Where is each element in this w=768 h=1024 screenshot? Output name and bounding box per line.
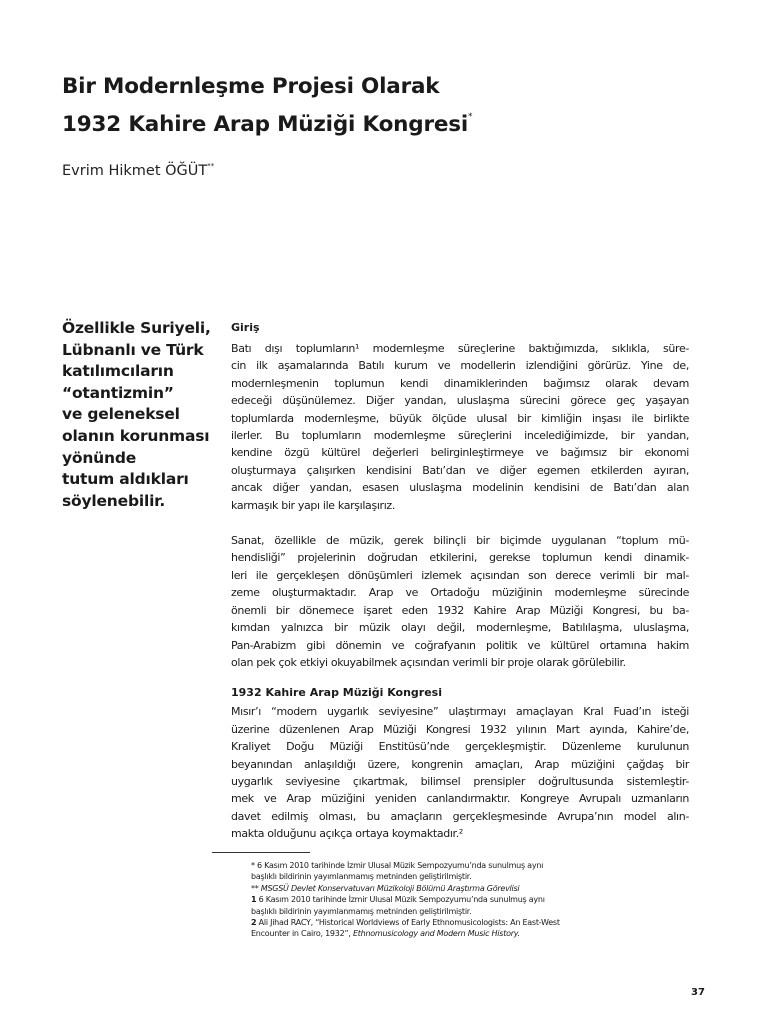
text-line: kendine özgü kültürel değerleri belirginleştirmeye ve bağımsız bir ekonomi — [231, 446, 689, 460]
pull-quote-line: tutum aldıkları — [62, 470, 189, 489]
text-line: üzerine düzenlenen Arap Müziği Kongresi 1932 yılının Mart ayında, Kahire’de, — [231, 722, 689, 736]
text-line: makta olduğunu açıkça ortaya koymaktadır.² — [231, 827, 463, 841]
text-line: modernleşmenin toplumun kendi dinamiklerinden bağımsız olarak devam — [231, 376, 689, 390]
body-column — [231, 320, 689, 843]
paragraph-intro-1 — [231, 340, 689, 514]
text-line: ilerler. Bu toplumların modernleşme süreçlerini incelediğimizde, bir yandan, — [231, 429, 689, 443]
text-line: uygarlık seviyesine çıkartmak, bilimsel prensipler doğrultusunda sistemleştir- — [231, 774, 689, 788]
footnotes — [251, 860, 649, 940]
text-line: davet edilmiş olması, bu amaçların gerçekleşmesinde Avrupa’nın model alın- — [231, 809, 689, 823]
text-line: mek ve Arap müziğini yeniden canlandırmaktır. Kongreye Avrupalı uzmanların — [231, 792, 689, 806]
text-line: kımdan yalnızca bir müzik olayı değil, modernleşme, Batılılaşma, uluslaşma, — [231, 621, 689, 635]
footnote-1-line-2: başlıklı bildirinin yayımlanmamış metninden geliştirilmiştir. — [251, 906, 472, 916]
pull-quote-line: Özellikle Suriyeli, — [62, 319, 211, 337]
title-line-2-text: 1932 Kahire Arap Müziği Kongresi — [62, 112, 468, 137]
pull-quote — [62, 318, 222, 512]
text-line: edeceği düşünülemez. Diğer yandan, uluslaşma sürecini görece geç yaşayan — [231, 394, 689, 408]
footnote-star-line-2: başlıklı bildirinin yayımlanmamış metninden geliştirilmiştir. — [251, 872, 472, 882]
footnote-2-line-1 — [251, 917, 649, 928]
footnote-2-line-2 — [251, 928, 649, 939]
footnote-2-text: Ali Jihad RACY, “Historical Worldviews of Early Ethnomusicologists: An East-West — [258, 918, 560, 928]
text-line: Batı dışı toplumların¹ modernleşme süreçlerine baktığımızda, sıklıkla, süre- — [231, 342, 689, 355]
text-line: cin ilk aşamalarında Batılı kurum ve modellerin izlendiğini görürüz. Yine de, — [231, 359, 689, 373]
text-line: Sanat, özellikle de müzik, gerek bilinçli bir biçimde uygulanan “toplum mü- — [231, 534, 689, 548]
footnote-2-number: 2 — [251, 918, 257, 928]
footnote-star-line-1: * 6 Kasım 2010 tarihinde İzmir Ulusal Müzik Sempozyumu’nda sunulmuş aynı — [251, 861, 544, 870]
article-title — [62, 72, 702, 140]
title-footnote-marker: * — [468, 112, 473, 122]
author-name — [62, 162, 214, 179]
text-line: leri ile gerçekleşen dönüşümleri izlemek açısından son derece verimli bir mal- — [231, 568, 689, 582]
title-line-1: Bir Modernleşme Projesi Olarak — [62, 74, 440, 99]
text-line: Mısır’ı “modern uygarlık seviyesine” ulaştırmayı amaçlayan Kral Fuad’ın isteği — [231, 705, 689, 719]
page-number: 37 — [691, 987, 705, 998]
text-line: oluşturmaya çalışırken kendisini Batı’dan ve diğer egemen etkilerden ayıran, — [231, 463, 689, 477]
section-heading-kongre: 1932 Kahire Arap Müziği Kongresi — [231, 686, 442, 700]
text-line: önemli bir dönemece işaret eden 1932 Kahire Arap Müziği Kongresi, bu ba- — [231, 603, 689, 617]
footnote-2-citation: Encounter in Cairo, 1932”, — [251, 929, 353, 939]
text-line: beyanından anlaşıldığı üzere, kongrenin amaçları, Arap müziğini çağdaş bir — [231, 757, 689, 771]
title-line-2 — [62, 102, 702, 140]
paragraph-intro-2 — [231, 532, 689, 671]
footnote-1-number: 1 — [251, 895, 257, 905]
pull-quote-line: söylenebilir. — [62, 491, 166, 510]
text-line: karmaşık bir yapı ile karşılaşırız. — [231, 498, 395, 512]
paragraph-kongre-1 — [231, 703, 689, 842]
footnote-2-book-title: Ethnomusicology and Modern Music History. — [352, 929, 520, 939]
footnote-divider — [212, 852, 310, 853]
text-line: zeme oluşturmaktadır. Arap ve Ortadoğu müziğinin modernleşme sürecinde — [231, 586, 689, 600]
author-footnote-marker: ** — [207, 162, 215, 170]
pull-quote-line: Lübnanlı ve Türk — [62, 340, 204, 359]
text-line: olan pek çok etkiyi okuyabilmek açısından verimli bir proje olarak görülebilir. — [231, 655, 626, 669]
text-line: hendisliği” projelerinin doğrudan etkilerini, gerekse toplumun kendi dinamik- — [231, 551, 689, 565]
pull-quote-line: katılımcıların — [62, 362, 174, 381]
footnote-double-star: ** MSGSÜ Devlet Konservatuvarı Müzikoloji Bölümü Araştırma Görevlisi — [251, 883, 520, 893]
pull-quote-line: olanın korunması — [62, 426, 210, 445]
author-name-text: Evrim Hikmet ÖĞÜT — [62, 163, 208, 179]
text-line: ancak diğer yandan, esasen uluslaşma modelinin kendisini de Batı’dan alan — [231, 481, 689, 495]
section-heading-giris: Giriş — [231, 321, 260, 334]
footnote-1-text: 6 Kasım 2010 tarihinde İzmir Ulusal Müzik Sempozyumu’nda sunulmuş aynı — [258, 895, 545, 905]
pull-quote-line: yönünde — [62, 448, 137, 467]
pull-quote-line: “otantizmin” — [62, 383, 174, 402]
text-line: Pan-Arabizm gibi dönemin ve coğrafyanın politik ve kültürel ortamına hakim — [231, 638, 689, 652]
footnote-1-line-1 — [251, 894, 649, 905]
pull-quote-line: ve geleneksel — [62, 405, 180, 424]
text-line: toplumlarda modernleşme, büyük ölçüde ulusal bir kimliğin inşası ile birlikte — [231, 411, 689, 425]
text-line: Kraliyet Doğu Müziği Enstitüsü’nde gerçekleşmiştir. Düzenleme kurulunun — [231, 740, 689, 754]
